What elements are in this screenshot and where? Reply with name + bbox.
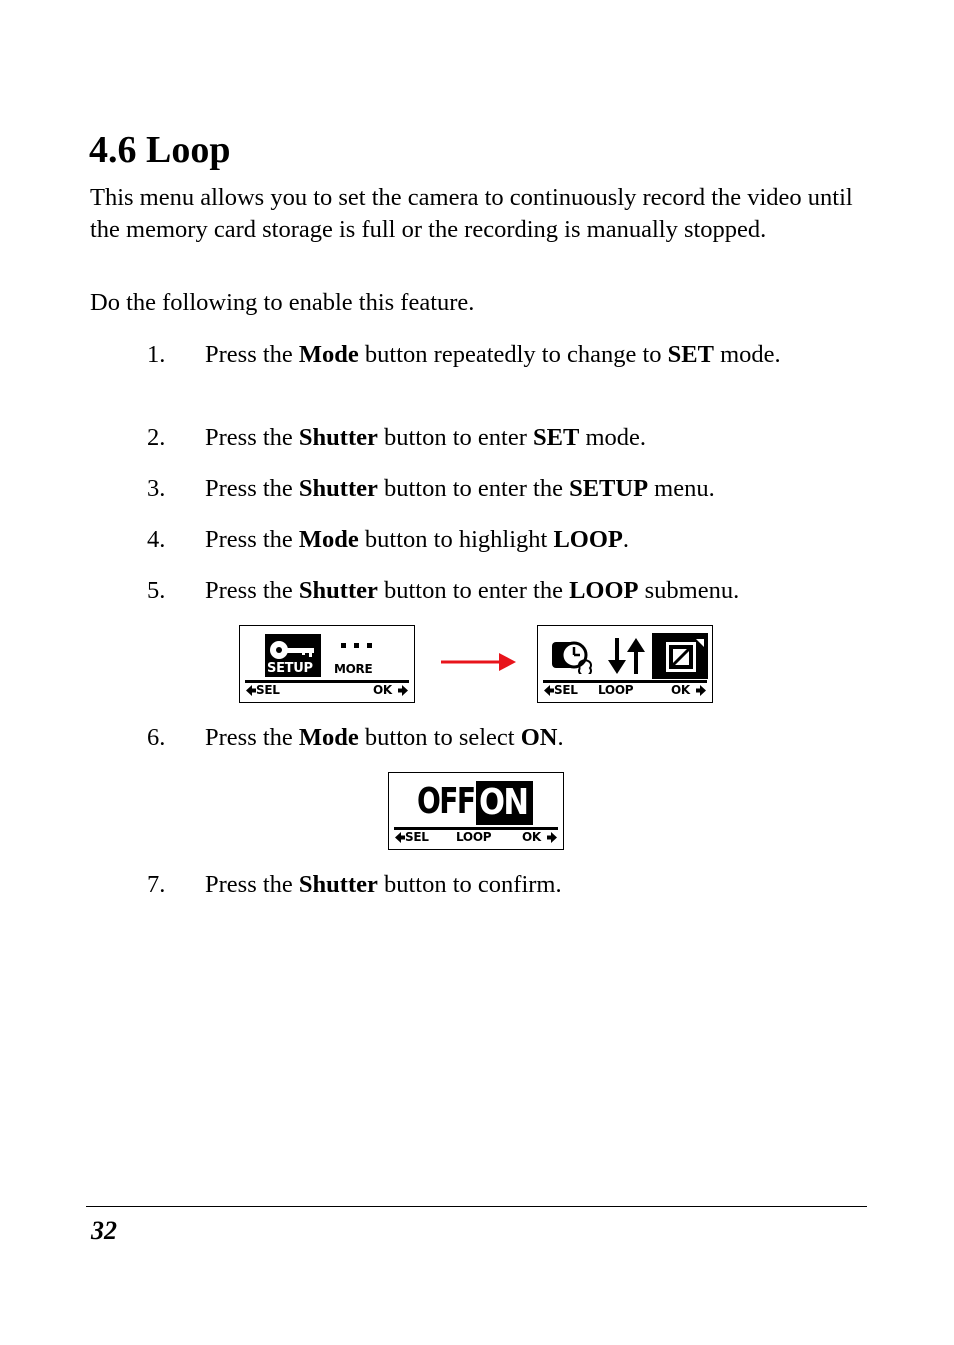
setup-label: SETUP bbox=[267, 661, 313, 676]
ok-label: OK bbox=[671, 683, 690, 697]
sel-label: SEL bbox=[256, 683, 280, 697]
left-arrow-icon bbox=[544, 685, 554, 696]
red-arrow-icon bbox=[441, 651, 517, 673]
step-number: 2. bbox=[147, 424, 166, 451]
step-number: 4. bbox=[147, 526, 166, 553]
footer-divider bbox=[86, 1206, 867, 1207]
off-option: OFF bbox=[417, 781, 475, 822]
step-text: Press the Mode button to highlight LOOP. bbox=[205, 526, 629, 553]
ok-label: OK bbox=[373, 683, 392, 697]
ok-label: OK bbox=[522, 830, 541, 844]
sel-label: SEL bbox=[405, 830, 429, 844]
lcd-loop-menu-screen bbox=[537, 625, 713, 703]
lcd-loop-select-screen bbox=[388, 772, 564, 850]
loop-label: LOOP bbox=[456, 830, 492, 844]
step-number: 3. bbox=[147, 475, 166, 502]
on-option-highlight bbox=[476, 781, 533, 825]
intro-instruction: Do the following to enable this feature. bbox=[90, 289, 475, 316]
section-title: 4.6 Loop bbox=[89, 129, 231, 171]
step-number: 5. bbox=[147, 577, 166, 604]
right-arrow-icon bbox=[398, 685, 408, 696]
step-number: 7. bbox=[147, 871, 166, 898]
loop-label: LOOP bbox=[598, 683, 634, 697]
step-text: Press the Shutter button to confirm. bbox=[205, 871, 562, 898]
step-text: Press the Shutter button to enter the LOOP submenu. bbox=[205, 577, 740, 604]
loop-file-icon bbox=[652, 633, 708, 679]
step-number: 1. bbox=[147, 341, 166, 368]
clock-loop-icon bbox=[550, 638, 594, 674]
step-number: 6. bbox=[147, 724, 166, 751]
sel-label: SEL bbox=[554, 683, 578, 697]
intro-paragraph: This menu allows you to set the camera to continuously record the video until the memory card storage is full or the recording is manually stopped. bbox=[90, 184, 853, 243]
page-number: 32 bbox=[91, 1216, 117, 1245]
left-arrow-icon bbox=[395, 832, 405, 843]
right-arrow-icon bbox=[696, 685, 706, 696]
up-down-arrows-icon bbox=[608, 636, 646, 676]
step-text: Press the Shutter button to enter the SETUP menu. bbox=[205, 475, 715, 502]
step-text: Press the Mode button repeatedly to change to SET mode. bbox=[205, 341, 781, 368]
right-arrow-icon bbox=[547, 832, 557, 843]
more-dots-icon bbox=[340, 642, 374, 650]
on-option: ON bbox=[479, 782, 528, 823]
lcd-setup-screen bbox=[239, 625, 415, 703]
left-arrow-icon bbox=[246, 685, 256, 696]
step-text: Press the Mode button to select ON. bbox=[205, 724, 564, 751]
more-label: MORE bbox=[334, 662, 373, 676]
step-text: Press the Shutter button to enter SET mode. bbox=[205, 424, 647, 451]
